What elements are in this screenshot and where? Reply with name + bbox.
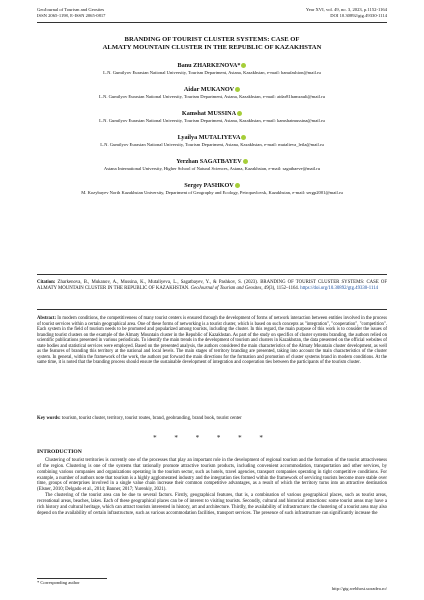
paragraph: Clustering of tourist territories is currently one of the processes that play an important role in the development of regional tourism and the formation of the tourist attractiveness of the region. Clustering is one of the systems that rationally promote attractive tourism products, including convenient accommodation, transportation and other services, by combining various companies and organizations operating in the tourism sector, such as hotels, travel agencies, transport companies operating in tight competitive conditions. For example, a number of authors note that tourism is a highly agglomerated industry and the integration ties formed within the framework of servicing tourists become more stable over time, groups of enterprises involved in a single value chain increase their common competitive advantages, as a result of which the territory turns into an attractive destination (Elsner, 2010; Delgado et al., 2014; Banner, 2017; Yurenkiy, 2021). [37, 458, 387, 493]
abstract-text: In modern conditions, the competitiveness of many tourist centers is ensured through the development of forms of network interaction between entities involved in the process of tourist services within a certain geographical area. One of these forms of networking is a tourist cluster, which is based on such concepts as "integration", "cooperation", "competition". Each system in the field of tourism needs to be promoted and popularized among tourists, including the cluster. In this regard, the main purpose of this work is to consider the issues of branding tourist clusters on the example of the Almaty Mountain cluster in the Republic of Kazakhstan. As part of the study on specifics of cluster systems branding, the authors relied on scientific publications presented in various periodicals. To identify the main trends in the development of tourism and clusters in Kazakhstan, the data presented on the official websites of state bodies and statistical services were employed. Based on the presented analysis, the authors considered the main characteristics of the Almaty Mountain cluster development, as well as the features of branding this territory at the national and local levels. The main stages of territory branding are presented, taking into account the main characteristics of the cluster system. In general, within the framework of the work, the authors put forward the main directions for the formation and promotion of cluster systems brand in modern conditions. At the same time, it is noted that the branding process should ensure the sustainable development of integration and cooperation ties between the participants of the tourism cluster. [37, 316, 387, 366]
keywords [37, 416, 387, 422]
orcid-icon[interactable] [241, 135, 246, 140]
author-block [37, 134, 387, 148]
abstract [37, 316, 387, 366]
author-name: Kamshat MUSSINA [37, 110, 387, 118]
author-name: Sergey PASHKOV [37, 182, 387, 190]
issn: ISSN 2065-1198, E-ISSN 2065-0817 [37, 13, 106, 19]
introduction-body [37, 458, 387, 516]
keywords-text: tourism, tourist cluster, territory, tourist routes, brand, geobranding, brand book, tourist center [61, 416, 242, 421]
author-affiliation: L.N. Gumilyov Eurasian National University, Tourism Department, Astana, Kazakhstan, e-mail: banufashion@mail.ru [103, 69, 321, 75]
citation [37, 280, 387, 291]
journal-url[interactable]: http://gtg.webhost.uoradea.ro/ [331, 586, 387, 591]
journal-header-right [306, 7, 387, 19]
author-block [37, 182, 387, 196]
author-block [37, 158, 387, 172]
section-separator: * * * * * * [153, 434, 271, 442]
citation-label: Citation: [37, 280, 56, 285]
footnote: * Corresponding author [37, 580, 80, 585]
author-block [37, 110, 387, 124]
paper-title [37, 36, 387, 53]
author-affiliation: L.N. Gumilyov Eurasian National University, Tourism Department, Astana, Kazakhstan, e-mail: aidar81hamzauli@mail.ru [99, 93, 325, 99]
orcid-icon[interactable] [235, 87, 240, 92]
author-name: Yerzhan SAGATBAYEV [37, 158, 387, 166]
orcid-icon[interactable] [243, 159, 248, 164]
author-name: Aidar MUKANOV [37, 86, 387, 94]
author-block [37, 86, 387, 100]
header-rule [37, 22, 387, 23]
author-affiliation: Astana International University, Higher School of Natural Sciences, Astana, Kazakhstan, e-mail: sagatbaeve@mail.ru [103, 165, 321, 171]
author-name: Lyailya MUTALIYEVA [37, 134, 387, 142]
volume-info: Year XVI, vol. 49, no. 3, 2023, p.1152-1164 [305, 7, 387, 12]
citation-pages: , 49(3), 1152–1164. [261, 285, 300, 291]
author-affiliation: L.N. Gumilyov Eurasian National University, Tourism Department, Astana, Kazakhstan, e-mail: mutalieva_leila@mail.ru [100, 141, 324, 147]
doi-header: DOI 10.30892/gtg.49330-1114 [330, 13, 387, 19]
section-heading: INTRODUCTION [37, 449, 82, 455]
journal-header-left [37, 7, 105, 19]
author-block [37, 62, 387, 76]
orcid-icon[interactable] [241, 63, 246, 68]
author-affiliation: M. Kozybayev North Kazakhstan University, Department of Geography and Ecology, Petropavlovsk, Kazakhstan, e-mail: sergp2001@mail.ru [81, 189, 343, 195]
doi-link[interactable]: https://doi.org/10.30892/gtg.49330-1114 [300, 285, 378, 291]
citation-journal: GeoJournal of Tourism and Geosites [190, 285, 262, 291]
citation-rule-top [37, 274, 387, 275]
paragraph: The clustering of the tourist area can be due to several factors. Firstly, geographical features, that is, a combination of various geographical places, such as tourist areas, recreational areas, beaches, lakes. Each of these geographical places can be of interest to visiting tourists. Secondly, cultural and historical attractions: some tourist areas may have a rich history and cultural heritage, which can attract tourists interested in history, art and architecture. Thirdly, the availability of infrastructure: the clustering of a tourist area may also depend on the availability of certain infrastructure, such as various accommodation facilities, transport services. The presence of such infrastructure can significantly increase the [37, 493, 387, 516]
author-name: Banu ZHARKENOVA* [37, 62, 387, 70]
orcid-icon[interactable] [235, 183, 240, 188]
footnote-rule [37, 578, 107, 579]
title-line-1: BRANDING OF TOURIST CLUSTER SYSTEMS: CASE OF [124, 36, 300, 43]
keywords-label: Key words: [37, 416, 61, 421]
title-line-2: ALMATY MOUNTAIN CLUSTER IN THE REPUBLIC OF KAZAKHSTAN [102, 44, 322, 52]
author-affiliation: L.N. Gumilyov Eurasian National University, Tourism Department, Astana, Kazakhstan, e-mail: kamshatmussina@mail.ru [99, 117, 325, 123]
citation-rule-bottom [37, 309, 387, 310]
abstract-label: Abstract: [37, 316, 57, 321]
journal-name: GeoJournal of Tourism and Geosites [37, 7, 105, 12]
citation-text: Zharkenova, B., Mukanov, A., Mussina, K., Mutaliyeva, L., Sagatbayev, Y., & Pashkov, S. (2023). BRANDING OF TOURIST CLUSTER SYSTEMS: CASE OF ALMATY MOUNTAIN CLUSTER IN THE REPUBLIC OF KAZAKHSTAN. [37, 280, 387, 291]
orcid-icon[interactable] [237, 111, 242, 116]
